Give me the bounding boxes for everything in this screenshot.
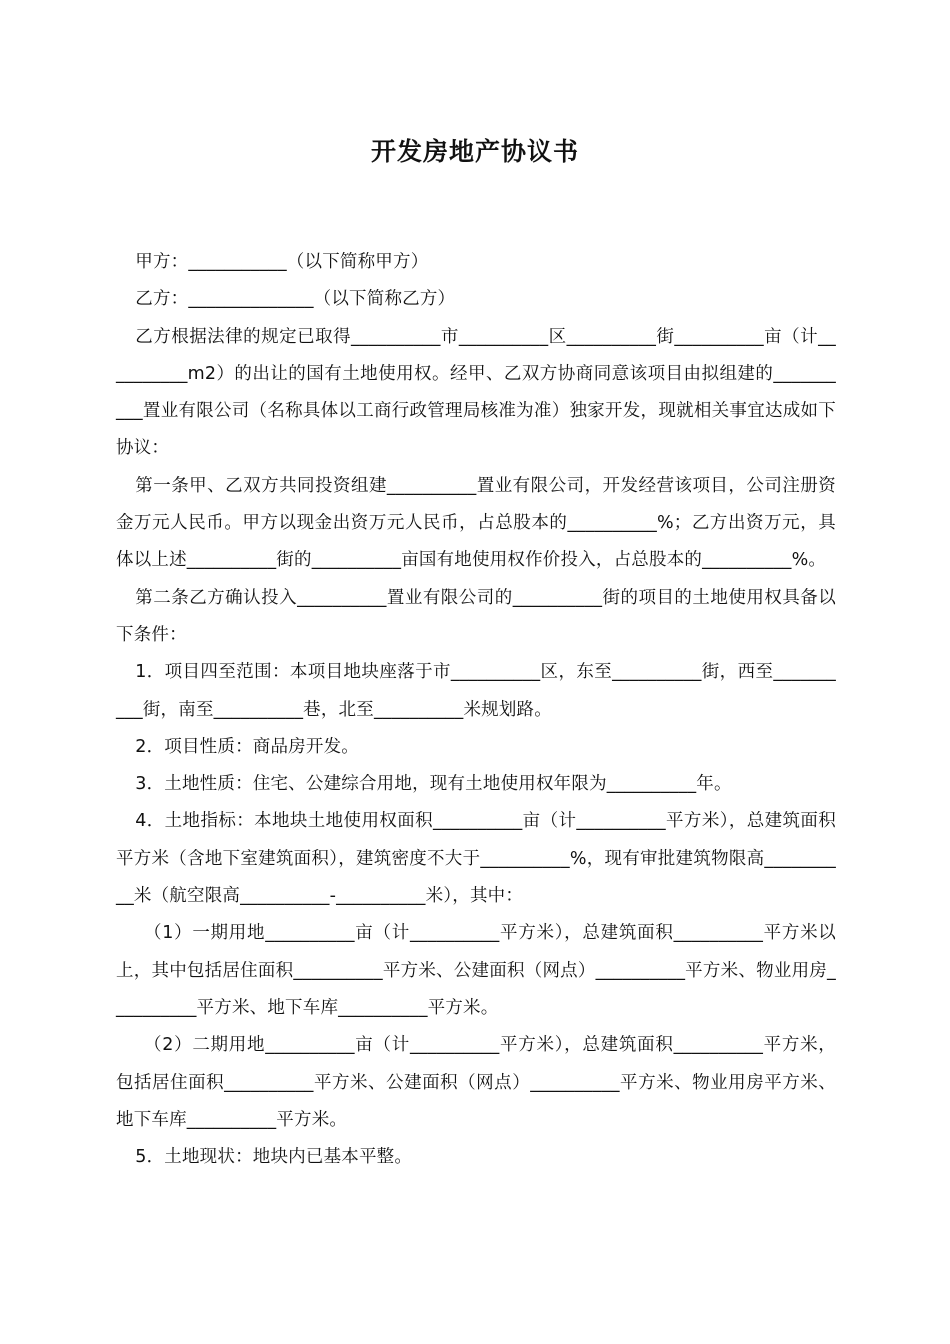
document-title: 开发房地产协议书 xyxy=(370,137,579,166)
item-2-nature: 2．项目性质：商品房开发。 xyxy=(135,736,359,757)
document-body xyxy=(116,244,836,1176)
article-one-paragraph: 第一条甲、乙双方共同投资组建__________置业有限公司，开发经营该项目，公司注册资金万元人民币。甲方以现金出资万元人民币，占总股本的__________%；乙方出资万元，具体以上述__________街的__________亩国有地使用权作价投入，占总股本的__________%。 xyxy=(116,475,836,571)
item-1-scope: 1．项目四至范围：本项目地块座落于市__________区，东至__________街，西至__________街，南至__________巷，北至__________米规划路。 xyxy=(116,662,836,720)
item-4-land-indicators: 4．土地指标：本地块土地使用权面积__________亩（计__________平方米），总建筑面积平方米（含地下室建筑面积），建筑密度不大于__________%，现有审批建筑物限高__________米（航空限高__________-__________米），其中： xyxy=(116,811,836,907)
item-3-land-nature: 3．土地性质：住宅、公建综合用地，现有土地使用权年限为__________年。 xyxy=(135,774,732,795)
article-two-paragraph: 第二条乙方确认投入__________置业有限公司的__________街的项目的土地使用权具备以下条件： xyxy=(116,587,836,645)
party-b-line: 乙方：______________（以下简称乙方） xyxy=(135,289,456,310)
item-5-land-status: 5．土地现状：地块内已基本平整。 xyxy=(135,1147,413,1168)
phase-one-paragraph: （1）一期用地__________亩（计__________平方米），总建筑面积__________平方米以上，其中包括居住面积__________平方米、公建面积（网点）__________平方米、物业用房__________平方米、地下车库__________平方米。 xyxy=(116,923,836,1018)
party-a-line: 甲方：___________（以下简称甲方） xyxy=(135,252,429,272)
preamble-paragraph: 乙方根据法律的规定已取得__________市__________区__________街__________亩（计__________m2）的出让的国有土地使用权。经甲、乙双方协商同意该项目由拟组建的__________置业有限公司（名称具体以工商行政管理局核准为准）独家开发，现就相关事宜达成如下协议： xyxy=(116,326,836,459)
phase-two-paragraph: （2）二期用地__________亩（计__________平方米），总建筑面积__________平方米，包括居住面积__________平方米、公建面积（网点）__________平方米、物业用房平方米、地下车库__________平方米。 xyxy=(116,1035,836,1130)
